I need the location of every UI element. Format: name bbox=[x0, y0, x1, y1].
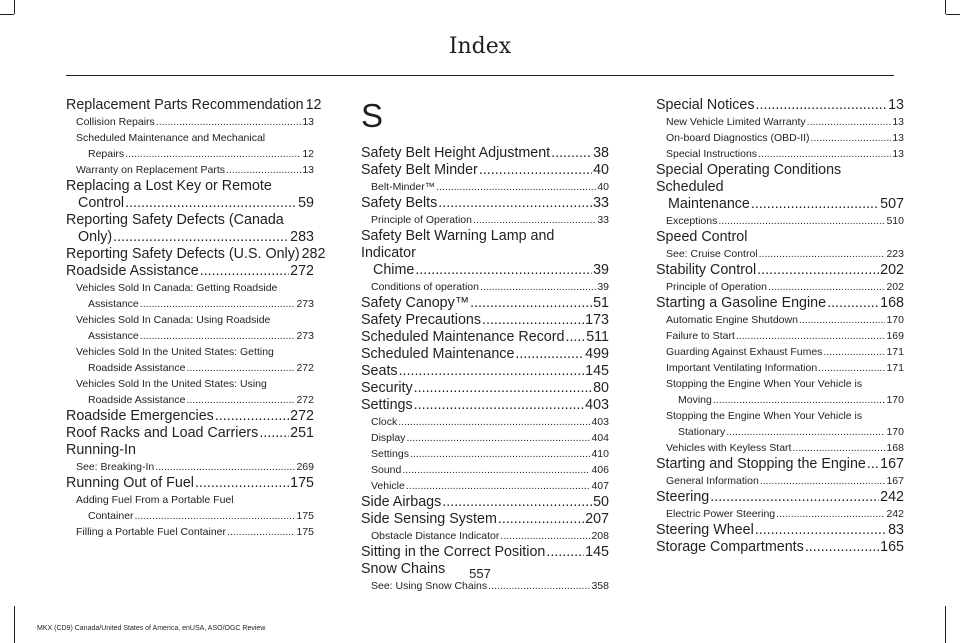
index-entry bbox=[361, 295, 609, 312]
dot-leader bbox=[215, 408, 289, 425]
index-entry bbox=[656, 97, 904, 114]
entry-page-number: 404 bbox=[591, 432, 609, 444]
entry-label: See: Using Snow Chains bbox=[371, 580, 488, 592]
dot-leader bbox=[498, 511, 584, 528]
entry-label: Chime bbox=[373, 262, 415, 278]
entry-label: Seats bbox=[361, 363, 398, 379]
entry-label: Reporting Safety Defects (U.S. Only) bbox=[66, 246, 300, 262]
dot-leader bbox=[438, 195, 592, 212]
index-entry-line: Safety Belt Warning Lamp and Indicator bbox=[361, 228, 555, 261]
entry-label: Warranty on Replacement Parts bbox=[76, 164, 226, 176]
dot-leader bbox=[751, 196, 879, 213]
entry-page-number: 51 bbox=[593, 295, 609, 311]
index-subentry bbox=[656, 424, 904, 440]
entry-label: Control bbox=[78, 195, 125, 211]
entry-label: See: Breaking-In bbox=[76, 461, 155, 473]
entry-label: Scheduled Maintenance bbox=[361, 346, 515, 362]
dot-leader bbox=[811, 130, 892, 146]
dot-leader bbox=[156, 114, 302, 130]
index-subentry bbox=[66, 162, 314, 178]
index-subentry bbox=[361, 478, 609, 494]
dot-leader bbox=[470, 295, 592, 312]
index-entry bbox=[66, 263, 314, 280]
index-entry bbox=[361, 329, 609, 346]
entry-page-number: 13 bbox=[302, 116, 314, 128]
entry-page-number: 170 bbox=[886, 394, 904, 406]
entry-page-number: 171 bbox=[886, 346, 904, 358]
entry-page-number: 13 bbox=[302, 164, 314, 176]
entry-page-number: 13 bbox=[888, 97, 904, 113]
index-subentry bbox=[66, 114, 314, 130]
dot-leader bbox=[792, 440, 885, 456]
index-entry bbox=[361, 312, 609, 329]
index-entry bbox=[361, 262, 609, 279]
dot-leader bbox=[755, 522, 887, 539]
index-entry-line: Replacing a Lost Key or Remote bbox=[66, 178, 272, 194]
index-entry bbox=[361, 544, 609, 561]
crop-mark bbox=[14, 606, 15, 643]
entry-label: Exceptions bbox=[666, 215, 718, 227]
entry-page-number: 272 bbox=[290, 263, 314, 279]
entry-page-number: 145 bbox=[585, 363, 609, 379]
index-entry-line: Snow Chains bbox=[361, 561, 446, 577]
index-entry bbox=[361, 511, 609, 528]
entry-label: Filling a Portable Fuel Container bbox=[76, 526, 226, 538]
entry-label: Assistance bbox=[88, 330, 139, 342]
entry-label: See: Cruise Control bbox=[666, 248, 758, 260]
index-entry bbox=[66, 97, 322, 114]
index-subentry bbox=[66, 328, 314, 344]
entry-page-number: 273 bbox=[296, 298, 314, 310]
entry-label: Principle of Operation bbox=[666, 281, 767, 293]
entry-page-number: 511 bbox=[586, 329, 609, 345]
entry-page-number: 207 bbox=[585, 511, 609, 527]
dot-leader bbox=[807, 114, 892, 130]
entry-label: Settings bbox=[371, 448, 409, 460]
index-entry bbox=[361, 195, 609, 212]
entry-label: Clock bbox=[371, 416, 398, 428]
dot-leader bbox=[736, 328, 886, 344]
dot-leader bbox=[867, 456, 879, 473]
entry-page-number: 40 bbox=[593, 162, 609, 178]
dot-leader bbox=[436, 179, 596, 195]
index-subentry bbox=[66, 459, 314, 475]
index-entry bbox=[66, 475, 314, 492]
entry-label: Conditions of operation bbox=[371, 281, 479, 293]
entry-page-number: 208 bbox=[591, 530, 609, 542]
index-entry-line: Running-In bbox=[66, 442, 136, 458]
entry-page-number: 39 bbox=[593, 262, 609, 278]
entry-label: Moving bbox=[678, 394, 712, 406]
index-subentry bbox=[656, 328, 904, 344]
entry-page-number: 223 bbox=[886, 248, 904, 260]
index-subentry bbox=[656, 473, 904, 489]
entry-page-number: 33 bbox=[597, 214, 609, 226]
index-entry bbox=[361, 380, 609, 397]
index-subentry bbox=[656, 312, 904, 328]
entry-page-number: 242 bbox=[886, 508, 904, 520]
dot-leader bbox=[227, 524, 295, 540]
index-subentry bbox=[656, 392, 904, 408]
index-entry bbox=[361, 494, 609, 511]
dot-leader bbox=[482, 312, 584, 329]
entry-page-number: 145 bbox=[585, 544, 609, 560]
index-entry bbox=[361, 397, 609, 414]
index-entry-line: Special Operating Conditions Scheduled bbox=[656, 162, 842, 195]
entry-page-number: 170 bbox=[886, 426, 904, 438]
entry-label: Stationary bbox=[678, 426, 726, 438]
dot-leader bbox=[399, 363, 585, 380]
entry-page-number: 272 bbox=[296, 394, 314, 406]
entry-label: Electric Power Steering bbox=[666, 508, 776, 520]
dot-leader bbox=[140, 296, 296, 312]
entry-label: Safety Belt Minder bbox=[361, 162, 478, 178]
entry-page-number: 50 bbox=[593, 494, 609, 510]
entry-page-number: 167 bbox=[880, 456, 904, 472]
dot-leader bbox=[480, 279, 596, 295]
dot-leader bbox=[713, 392, 886, 408]
entry-page-number: 12 bbox=[302, 148, 314, 160]
index-subentry bbox=[656, 279, 904, 295]
entry-page-number: 282 bbox=[301, 246, 326, 262]
dot-leader bbox=[186, 392, 295, 408]
entry-label: Automatic Engine Shutdown bbox=[666, 314, 798, 326]
dot-leader bbox=[760, 473, 886, 489]
entry-page-number: 39 bbox=[597, 281, 609, 293]
entry-page-number: 167 bbox=[886, 475, 904, 487]
entry-label: Roadside Assistance bbox=[88, 362, 186, 374]
footer-text: MKX (CD9) Canada/United States of America, enUSA, ASO/OGC Review bbox=[37, 625, 266, 632]
dot-leader bbox=[402, 462, 590, 478]
entry-page-number: 38 bbox=[593, 145, 609, 161]
entry-label: Special Notices bbox=[656, 97, 755, 113]
entry-page-number: 13 bbox=[892, 116, 904, 128]
dot-leader bbox=[125, 195, 297, 212]
index-subentry-line: Scheduled Maintenance and Mechanical bbox=[76, 132, 266, 144]
crop-mark bbox=[0, 14, 14, 15]
index-subentry-line: Vehicles Sold In the United States: Using bbox=[76, 378, 267, 390]
entry-page-number: 269 bbox=[296, 461, 314, 473]
dot-leader bbox=[710, 489, 879, 506]
dot-leader bbox=[768, 279, 885, 295]
dot-leader bbox=[479, 162, 592, 179]
entry-label: New Vehicle Limited Warranty bbox=[666, 116, 806, 128]
entry-label: Steering bbox=[656, 489, 710, 505]
crop-mark bbox=[945, 0, 946, 14]
dot-leader bbox=[823, 344, 885, 360]
index-entry bbox=[66, 195, 314, 212]
index-column-1 bbox=[66, 97, 326, 540]
dot-leader bbox=[415, 262, 592, 279]
entry-label: Important Ventilating Information bbox=[666, 362, 818, 374]
dot-leader bbox=[226, 162, 301, 178]
entry-page-number: 407 bbox=[591, 480, 609, 492]
entry-label: Roadside Emergencies bbox=[66, 408, 214, 424]
dot-leader bbox=[500, 528, 590, 544]
entry-label: Scheduled Maintenance Record bbox=[361, 329, 565, 345]
entry-page-number: 165 bbox=[880, 539, 904, 555]
entry-page-number: 272 bbox=[296, 362, 314, 374]
dot-leader bbox=[756, 97, 888, 114]
index-entry bbox=[361, 145, 609, 162]
entry-label: Steering Wheel bbox=[656, 522, 754, 538]
entry-label: Safety Belts bbox=[361, 195, 438, 211]
dot-leader bbox=[757, 262, 879, 279]
entry-page-number: 13 bbox=[892, 148, 904, 160]
dot-leader bbox=[551, 145, 592, 162]
entry-page-number: 510 bbox=[886, 215, 904, 227]
index-subentry bbox=[656, 506, 904, 522]
index-subentry bbox=[66, 360, 314, 376]
index-entry bbox=[656, 456, 904, 473]
index-subentry bbox=[656, 360, 904, 376]
index-subentry bbox=[361, 414, 609, 430]
index-subentry bbox=[361, 212, 609, 228]
index-subentry bbox=[361, 462, 609, 478]
entry-label: Vehicle bbox=[371, 480, 405, 492]
entry-label: Side Airbags bbox=[361, 494, 442, 510]
dot-leader bbox=[414, 397, 584, 414]
dot-leader bbox=[195, 475, 289, 492]
entry-label: Maintenance bbox=[668, 196, 750, 212]
index-column-3 bbox=[656, 97, 904, 556]
entry-label: Roadside Assistance bbox=[66, 263, 199, 279]
index-entry bbox=[66, 408, 314, 425]
entry-label: Side Sensing System bbox=[361, 511, 497, 527]
index-subentry-line: Vehicles Sold In Canada: Getting Roadside bbox=[76, 282, 278, 294]
entry-label: Principle of Operation bbox=[371, 214, 472, 226]
header-rule bbox=[66, 75, 894, 76]
index-subentry bbox=[66, 392, 314, 408]
dot-leader bbox=[565, 329, 585, 346]
dot-leader bbox=[186, 360, 295, 376]
entry-label: Sound bbox=[371, 464, 402, 476]
dot-leader bbox=[515, 346, 584, 363]
crop-mark bbox=[945, 606, 946, 643]
index-entry bbox=[361, 162, 609, 179]
index-subentry-line: Stopping the Engine When Your Vehicle is bbox=[666, 378, 863, 390]
dot-leader bbox=[113, 229, 289, 246]
entry-label: Safety Precautions bbox=[361, 312, 482, 328]
entry-label: General Information bbox=[666, 475, 759, 487]
entry-page-number: 33 bbox=[593, 195, 609, 211]
dot-leader bbox=[200, 263, 289, 280]
entry-label: Sitting in the Correct Position bbox=[361, 544, 546, 560]
crop-mark bbox=[946, 14, 960, 15]
dot-leader bbox=[759, 246, 886, 262]
index-subentry-line: Adding Fuel From a Portable Fuel bbox=[76, 494, 234, 506]
entry-page-number: 170 bbox=[886, 314, 904, 326]
entry-label: Storage Compartments bbox=[656, 539, 804, 555]
entry-label: Safety Belt Height Adjustment bbox=[361, 145, 551, 161]
entry-label: On-board Diagnostics (OBD-II) bbox=[666, 132, 810, 144]
entry-page-number: 272 bbox=[290, 408, 314, 424]
entry-label: Container bbox=[88, 510, 134, 522]
index-subentry bbox=[361, 179, 609, 195]
dot-leader bbox=[473, 212, 596, 228]
index-entry bbox=[656, 295, 904, 312]
page-number: 557 bbox=[469, 566, 491, 581]
index-entry bbox=[656, 522, 904, 539]
dot-leader bbox=[259, 425, 289, 442]
index-subentry bbox=[656, 213, 904, 229]
dot-leader bbox=[414, 380, 592, 397]
entry-page-number: 358 bbox=[591, 580, 609, 592]
dot-leader bbox=[726, 424, 885, 440]
dot-leader bbox=[718, 213, 885, 229]
entry-label: Belt-Minder™ bbox=[371, 181, 436, 193]
entry-label: Settings bbox=[361, 397, 413, 413]
dot-leader bbox=[125, 146, 301, 162]
entry-page-number: 59 bbox=[298, 195, 314, 211]
dot-leader bbox=[776, 506, 885, 522]
entry-page-number: 242 bbox=[880, 489, 904, 505]
crop-mark bbox=[14, 0, 15, 14]
entry-page-number: 406 bbox=[591, 464, 609, 476]
dot-leader bbox=[799, 312, 886, 328]
index-subentry bbox=[66, 296, 314, 312]
index-subentry bbox=[656, 440, 904, 456]
dot-leader bbox=[406, 430, 590, 446]
dot-leader bbox=[818, 360, 885, 376]
dot-leader bbox=[805, 539, 879, 556]
entry-page-number: 168 bbox=[886, 442, 904, 454]
entry-label: Repairs bbox=[88, 148, 125, 160]
index-subentry bbox=[66, 508, 314, 524]
entry-label: Display bbox=[371, 432, 406, 444]
index-entry bbox=[656, 539, 904, 556]
index-entry bbox=[656, 489, 904, 506]
entry-page-number: 403 bbox=[591, 416, 609, 428]
entry-label: Safety Canopy™ bbox=[361, 295, 470, 311]
entry-page-number: 171 bbox=[886, 362, 904, 374]
index-subentry bbox=[656, 114, 904, 130]
entry-label: Roof Racks and Load Carriers bbox=[66, 425, 259, 441]
dot-leader bbox=[758, 146, 891, 162]
entry-label: Guarding Against Exhaust Fumes bbox=[666, 346, 823, 358]
index-entry bbox=[361, 346, 609, 363]
entry-page-number: 169 bbox=[886, 330, 904, 342]
entry-page-number: 251 bbox=[290, 425, 314, 441]
dot-leader bbox=[155, 459, 295, 475]
dot-leader bbox=[140, 328, 296, 344]
index-entry bbox=[66, 229, 314, 246]
index-subentry bbox=[66, 146, 314, 162]
index-subentry bbox=[656, 246, 904, 262]
index-subentry-line: Vehicles Sold In Canada: Using Roadside bbox=[76, 314, 271, 326]
entry-page-number: 168 bbox=[880, 295, 904, 311]
index-subentry bbox=[656, 344, 904, 360]
entry-page-number: 403 bbox=[585, 397, 609, 413]
dot-leader bbox=[827, 295, 879, 312]
entry-label: Obstacle Distance Indicator bbox=[371, 530, 500, 542]
index-subentry-line: Vehicles Sold In the United States: Getting bbox=[76, 346, 274, 358]
entry-label: Running Out of Fuel bbox=[66, 475, 194, 491]
dot-leader bbox=[135, 508, 296, 524]
entry-page-number: 410 bbox=[591, 448, 609, 460]
entry-label: Security bbox=[361, 380, 413, 396]
entry-page-number: 83 bbox=[888, 522, 904, 538]
dot-leader bbox=[398, 414, 590, 430]
entry-page-number: 507 bbox=[880, 196, 904, 212]
dot-leader bbox=[546, 544, 584, 561]
entry-label: Only) bbox=[78, 229, 113, 245]
index-subentry bbox=[361, 279, 609, 295]
entry-page-number: 202 bbox=[886, 281, 904, 293]
entry-label: Special Instructions bbox=[666, 148, 758, 160]
entry-label: Stability Control bbox=[656, 262, 757, 278]
entry-label: Starting a Gasoline Engine bbox=[656, 295, 827, 311]
entry-label: Collision Repairs bbox=[76, 116, 155, 128]
entry-page-number: 13 bbox=[892, 132, 904, 144]
index-column-2 bbox=[361, 97, 609, 594]
entry-page-number: 40 bbox=[597, 181, 609, 193]
dot-leader bbox=[410, 446, 591, 462]
page-title: Index bbox=[448, 34, 512, 59]
dot-leader bbox=[442, 494, 592, 511]
entry-page-number: 202 bbox=[880, 262, 904, 278]
index-entry bbox=[656, 196, 904, 213]
entry-page-number: 175 bbox=[296, 526, 314, 538]
entry-page-number: 273 bbox=[296, 330, 314, 342]
entry-page-number: 175 bbox=[290, 475, 314, 491]
dot-leader bbox=[406, 478, 591, 494]
index-subentry bbox=[656, 130, 904, 146]
entry-page-number: 175 bbox=[296, 510, 314, 522]
entry-page-number: 283 bbox=[290, 229, 314, 245]
entry-label: Roadside Assistance bbox=[88, 394, 186, 406]
entry-label: Starting and Stopping the Engine bbox=[656, 456, 866, 472]
index-subentry bbox=[656, 146, 904, 162]
entry-page-number: 499 bbox=[585, 346, 609, 362]
index-entry bbox=[656, 262, 904, 279]
entry-label: Failure to Start bbox=[666, 330, 735, 342]
index-entry bbox=[66, 246, 326, 263]
index-subentry bbox=[361, 430, 609, 446]
section-letter: S bbox=[361, 97, 384, 134]
entry-page-number: 173 bbox=[585, 312, 609, 328]
entry-page-number: 12 bbox=[305, 97, 322, 113]
index-subentry bbox=[361, 446, 609, 462]
entry-label: Replacement Parts Recommendation bbox=[66, 97, 304, 113]
index-entry-line: Reporting Safety Defects (Canada bbox=[66, 212, 284, 228]
entry-page-number: 80 bbox=[593, 380, 609, 396]
index-list bbox=[361, 145, 609, 594]
index-entry bbox=[361, 363, 609, 380]
index-entry-line: Speed Control bbox=[656, 229, 748, 245]
entry-label: Vehicles with Keyless Start bbox=[666, 442, 792, 454]
index-subentry bbox=[66, 524, 314, 540]
index-entry bbox=[66, 425, 314, 442]
entry-label: Assistance bbox=[88, 298, 139, 310]
index-subentry-line: Stopping the Engine When Your Vehicle is bbox=[666, 410, 863, 422]
index-subentry bbox=[361, 528, 609, 544]
